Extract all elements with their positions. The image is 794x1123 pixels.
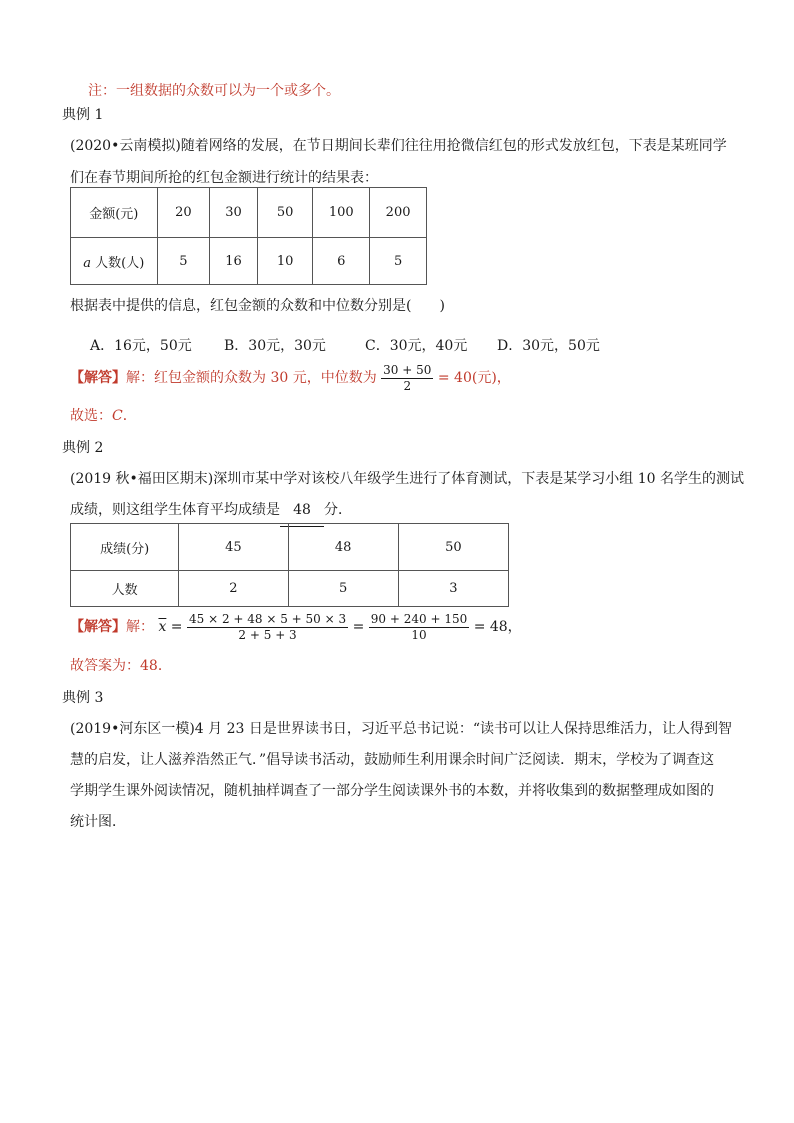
table-cell: 50 [257, 188, 312, 238]
fraction-numerator: 90 + 240 + 150 [370, 611, 468, 626]
mean-fraction-2 [369, 612, 469, 643]
table-head-cell: 人数 [71, 571, 179, 607]
option-a: A．16元，50元 [90, 338, 192, 354]
option-d: D．30元，50元 [497, 338, 600, 354]
table-cell: 50 [398, 524, 508, 571]
example-3-line-2: 慧的启发，让人滋养浩然正气．”倡导读书活动，鼓励师生利用课余时间广泛阅读．期末，学校为了调查这 [70, 752, 715, 768]
question-text-end: 分． [324, 502, 352, 518]
example-1-question-line-1: (2020•云南模拟)随着网络的发展，在节日期间长辈们往往用抢微信红包的形式发放红包，下表是某班同学 [70, 138, 727, 154]
choice-letter: C [112, 408, 123, 424]
table-cell: 16 [210, 238, 258, 285]
fraction-denominator: 2 + 5 + 3 [238, 627, 297, 642]
table-head-cell: 金额(元) [71, 188, 158, 238]
table-head-cell: 成绩(分) [71, 524, 179, 571]
fraction-denominator: 2 [403, 378, 412, 393]
example-1-choice [70, 405, 137, 425]
example-1-question-line-2: 们在春节期间所抢的红包金额进行统计的结果表： [70, 170, 378, 186]
answer-tail: = 48， [473, 619, 522, 635]
table-cell: 48 [288, 524, 398, 571]
table-cell: 30 [210, 188, 258, 238]
example-1-label: 典例 1 [62, 107, 104, 123]
example-2-final-answer: 故答案为：48． [70, 658, 172, 674]
answer-tail: = 40(元)， [437, 370, 511, 386]
table-head-label: 人数(人) [95, 255, 145, 271]
example-2-question-line-1: (2019 秋•福田区期末)深圳市某中学对该校八年级学生进行了体育测试，下表是某学习小组 10 名学生的测试 [70, 471, 744, 487]
median-fraction [381, 363, 433, 394]
table-cell: 45 [179, 524, 288, 571]
example-1-table [70, 187, 427, 285]
table-cell: 2 [179, 571, 288, 607]
answer-text: 解： [126, 619, 154, 635]
table-row [71, 188, 427, 238]
table-cell: 10 [257, 238, 312, 285]
table-cell: 100 [313, 188, 370, 238]
table-cell: 6 [313, 238, 370, 285]
table-cell: 5 [288, 571, 398, 607]
option-c: C．30元，40元 [365, 338, 468, 354]
mean-fraction-1 [187, 612, 348, 643]
answer-blank: 48 [280, 494, 324, 527]
example-2-answer [70, 610, 522, 644]
question-text: 成绩，则这组学生体育平均成绩是 [70, 502, 280, 518]
answer-tag: 【解答】 [70, 619, 126, 635]
example-3-line-4: 统计图． [70, 814, 126, 830]
table-cell: 200 [370, 188, 427, 238]
table-row [71, 524, 509, 571]
table-row [71, 571, 509, 607]
answer-tag: 【解答】 [70, 370, 126, 386]
variable-a: a [83, 255, 91, 271]
answer-text: 解：红包金额的众数为 30 元，中位数为 [126, 370, 377, 386]
fraction-numerator: 30 + 50 [383, 362, 432, 377]
example-3-line-1: (2019•河东区一模)4 月 23 日是世界读书日，习近平总书记说：“读书可以让人保持思维活力，让人得到智 [70, 721, 733, 737]
note-text: 注：一组数据的众数可以为一个或多个。 [88, 83, 340, 99]
table-cell: 20 [157, 188, 210, 238]
table-row [71, 238, 427, 285]
example-3-label: 典例 3 [62, 690, 104, 706]
example-3-line-3: 学期学生课外阅读情况，随机抽样调查了一部分学生阅读课外书的本数，并将收集到的数据整理成如图的 [70, 783, 714, 799]
choice-prefix: 故选： [70, 408, 112, 424]
table-head-cell [71, 238, 158, 285]
table-cell: 5 [370, 238, 427, 285]
fraction-numerator: 45 × 2 + 48 × 5 + 50 × 3 [189, 611, 347, 626]
example-2-label: 典例 2 [62, 440, 104, 456]
fraction-denominator: 10 [411, 627, 427, 642]
option-b: B．30元，30元 [224, 338, 326, 354]
example-1-answer [70, 362, 511, 394]
x-bar-symbol: $\overline{x}$ [158, 619, 167, 635]
table-cell: 3 [398, 571, 508, 607]
example-1-question: 根据表中提供的信息，红包金额的众数和中位数分别是( ) [70, 298, 445, 314]
choice-suffix: ． [122, 408, 137, 424]
example-2-table [70, 523, 509, 607]
table-cell: 5 [157, 238, 210, 285]
mean-formula: $\overline{x}$ = $\frac{45 \times 2 + 48 \times 5 + 50 \times 3}{2 + 5 + 3}$ = $\frac{90 + 240 + 150}{10}$ = 48， [158, 611, 522, 642]
